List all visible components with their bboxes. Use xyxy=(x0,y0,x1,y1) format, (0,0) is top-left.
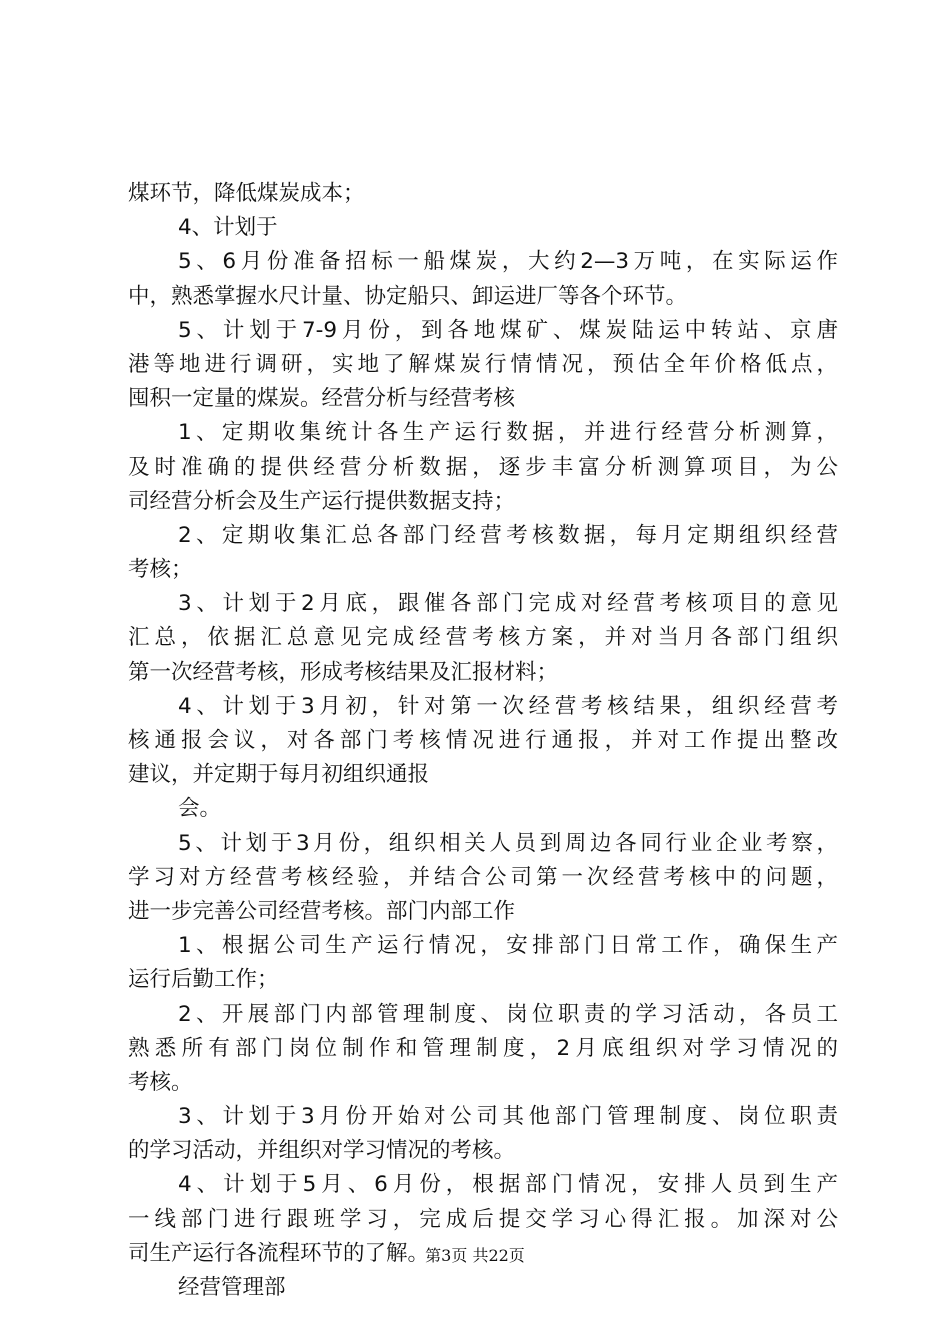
text-line: 4、计划于5月、6月份，根据部门情况，安排人员到生产 xyxy=(178,1172,838,1198)
text-line: 建议，并定期于每月初组织通报 xyxy=(128,762,430,788)
text-line: 1、定期收集统计各生产运行数据，并进行经营分析测算， xyxy=(178,420,838,446)
text-line: 司生产运行各流程环节的了解。 xyxy=(128,1240,430,1266)
text-line: 会。 xyxy=(178,796,222,822)
text-line: 中，熟悉掌握水尺计量、协定船只、卸运进厂等各个环节。 xyxy=(128,283,688,309)
text-line: 的学习活动，并组织对学习情况的考核。 xyxy=(128,1138,516,1164)
text-line: 汇总，依据汇总意见完成经营考核方案，并对当月各部门组织 xyxy=(128,625,838,651)
text-line: 3、计划于3月份开始对公司其他部门管理制度、岗位职责 xyxy=(178,1104,838,1130)
text-line: 司经营分析会及生产运行提供数据支持； xyxy=(128,488,516,514)
text-line: 3、计划于2月底，跟催各部门完成对经营考核项目的意见 xyxy=(178,591,838,617)
text-line: 囤积一定量的煤炭。经营分析与经营考核 xyxy=(128,386,516,412)
text-line: 2、开展部门内部管理制度、岗位职责的学习活动，各员工 xyxy=(178,1001,838,1027)
text-line: 考核。 xyxy=(128,1069,193,1095)
text-line: 4、计划于 xyxy=(178,215,278,241)
text-line: 一线部门进行跟班学习，完成后提交学习心得汇报。加深对公 xyxy=(128,1206,838,1232)
text-line: 核通报会议，对各部门考核情况进行通报，并对工作提出整改 xyxy=(128,728,838,753)
text-line: 煤环节，降低煤炭成本； xyxy=(128,181,365,206)
text-line: 运行后勤工作； xyxy=(128,967,279,993)
text-line: 及时准确的提供经营分析数据，逐步丰富分析测算项目，为公 xyxy=(128,454,838,480)
text-line: 5、6月份准备招标一船煤炭，大约2—3万吨，在实际运作 xyxy=(178,249,838,275)
text-line: 考核； xyxy=(128,557,193,583)
text-line: 2、定期收集汇总各部门经营考核数据，每月定期组织经营 xyxy=(178,522,838,548)
department-signature: 经营管理部 xyxy=(178,1275,286,1300)
page-number-footer: 第3页 共22页 xyxy=(425,1246,525,1265)
text-line: 熟悉所有部门岗位制作和管理制度，2月底组织对学习情况的 xyxy=(128,1035,838,1061)
text-line: 5、计划于7-9月份，到各地煤矿、煤炭陆运中转站、京唐 xyxy=(178,317,838,343)
text-line: 5、计划于3月份，组织相关人员到周边各同行业企业考察， xyxy=(178,830,838,856)
text-line: 1、根据公司生产运行情况，安排部门日常工作，确保生产 xyxy=(178,933,838,959)
text-line: 学习对方经营考核经验，并结合公司第一次经营考核中的问题， xyxy=(128,864,838,890)
text-line: 4、计划于3月初，针对第一次经营考核结果，组织经营考 xyxy=(178,693,838,719)
text-line: 港等地进行调研，实地了解煤炭行情情况，预估全年价格低点， xyxy=(128,351,838,377)
text-line: 第一次经营考核，形成考核结果及汇报材料； xyxy=(128,659,559,685)
document-body xyxy=(128,177,838,1305)
text-line: 进一步完善公司经营考核。部门内部工作 xyxy=(128,898,516,924)
